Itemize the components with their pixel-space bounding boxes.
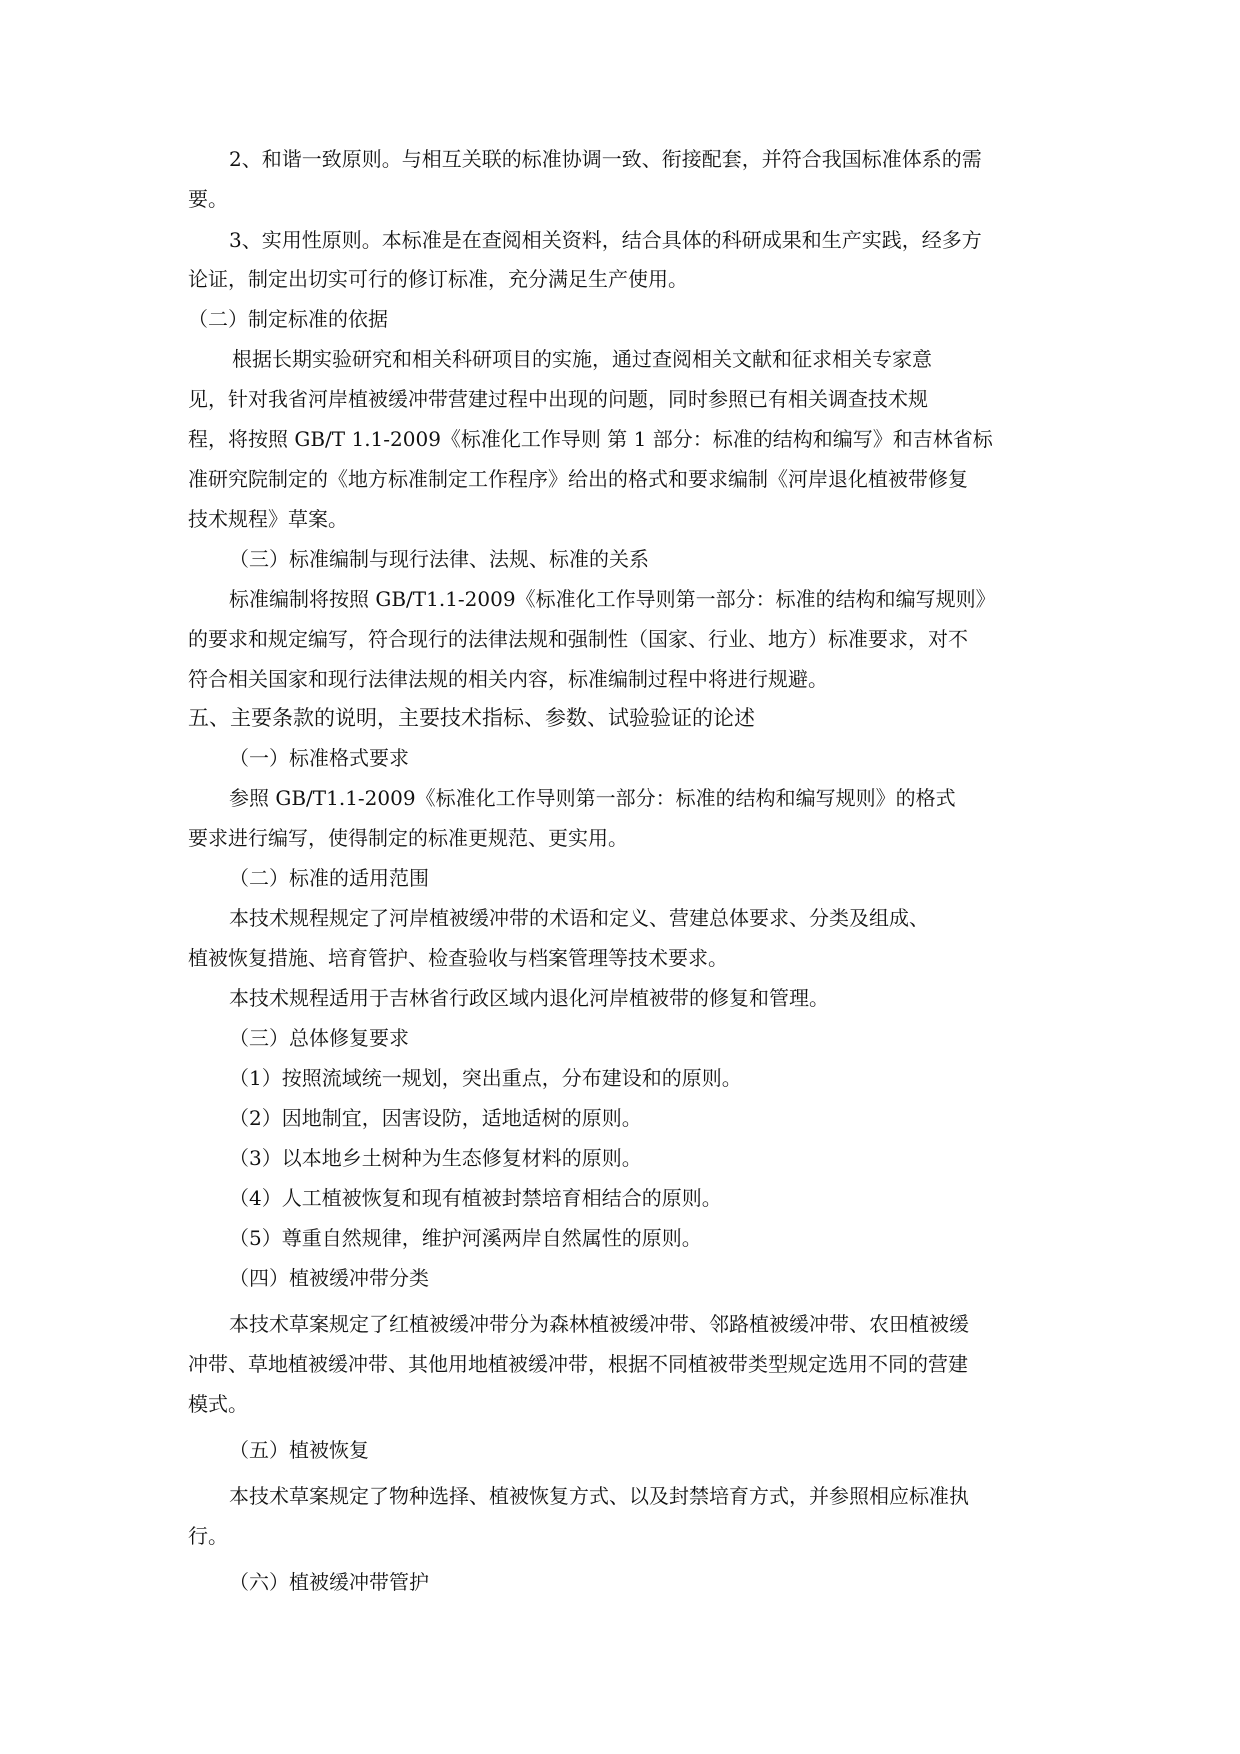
- chapter-heading: 五、主要条款的说明，主要技术指标、参数、试验验证的论述: [188, 706, 755, 730]
- paragraph-line: 2、和谐一致原则。与相互关联的标准协调一致、衔接配套，并符合我国标准体系的需: [229, 147, 982, 171]
- section-heading: （三）标准编制与现行法律、法规、标准的关系: [229, 547, 649, 571]
- section-heading: （二）标准的适用范围: [229, 866, 429, 890]
- paragraph-line: 准研究院制定的《地方标准制定工作程序》给出的格式和要求编制《河岸退化植被带修复: [188, 467, 968, 491]
- paragraph-line: 本技术草案规定了物种选择、植被恢复方式、以及封禁培育方式，并参照相应标准执: [229, 1484, 969, 1508]
- paragraph-line: 本技术规程适用于吉林省行政区域内退化河岸植被带的修复和管理。: [229, 986, 829, 1010]
- paragraph-line: 冲带、草地植被缓冲带、其他用地植被缓冲带，根据不同植被带类型规定选用不同的营建: [188, 1352, 968, 1376]
- paragraph-line: 3、实用性原则。本标准是在查阅相关资料，结合具体的科研成果和生产实践，经多方: [229, 228, 982, 252]
- paragraph-line: 要。: [188, 187, 228, 211]
- paragraph-line: 技术规程》草案。: [188, 507, 348, 531]
- list-item: （5）尊重自然规律，维护河溪两岸自然属性的原则。: [229, 1226, 702, 1250]
- paragraph-line: 见，针对我省河岸植被缓冲带营建过程中出现的问题，同时参照已有相关调查技术规: [188, 387, 928, 411]
- paragraph-line: 本技术规程规定了河岸植被缓冲带的术语和定义、营建总体要求、分类及组成、: [229, 906, 929, 930]
- section-heading: （五）植被恢复: [229, 1438, 369, 1462]
- list-item: （4）人工植被恢复和现有植被封禁培育相结合的原则。: [229, 1186, 722, 1210]
- paragraph-line: 根据长期实验研究和相关科研项目的实施，通过查阅相关文献和征求相关专家意: [232, 347, 932, 371]
- list-item: （1）按照流域统一规划，突出重点，分布建设和的原则。: [229, 1066, 742, 1090]
- paragraph-line: 模式。: [188, 1392, 248, 1416]
- paragraph-line: 的要求和规定编写，符合现行的法律法规和强制性（国家、行业、地方）标准要求，对不: [188, 627, 968, 651]
- paragraph-line: 本技术草案规定了红植被缓冲带分为森林植被缓冲带、邻路植被缓冲带、农田植被缓: [229, 1312, 969, 1336]
- paragraph-line: 参照 GB/T1.1-2009《标准化工作导则第一部分：标准的结构和编写规则》的格式: [229, 786, 956, 810]
- paragraph-line: 行。: [188, 1524, 228, 1548]
- paragraph-line: 标准编制将按照 GB/T1.1-2009《标准化工作导则第一部分：标准的结构和编写规则》: [229, 587, 996, 611]
- list-item: （2）因地制宜，因害设防，适地适树的原则。: [229, 1106, 642, 1130]
- paragraph-line: 符合相关国家和现行法律法规的相关内容，标准编制过程中将进行规避。: [188, 667, 828, 691]
- paragraph-line: 要求进行编写，使得制定的标准更规范、更实用。: [188, 826, 628, 850]
- list-item: （3）以本地乡土树种为生态修复材料的原则。: [229, 1146, 642, 1170]
- section-heading: （三）总体修复要求: [229, 1026, 409, 1050]
- paragraph-line: 论证，制定出切实可行的修订标准，充分满足生产使用。: [188, 267, 688, 291]
- paragraph-line: 程，将按照 GB/T 1.1-2009《标准化工作导则 第 1 部分：标准的结构和编写》和吉林省标: [188, 427, 993, 451]
- section-heading: （四）植被缓冲带分类: [229, 1266, 429, 1290]
- section-heading: （六）植被缓冲带管护: [229, 1570, 429, 1594]
- paragraph-line: 植被恢复措施、培育管护、检查验收与档案管理等技术要求。: [188, 946, 728, 970]
- section-heading: （一）标准格式要求: [229, 746, 409, 770]
- section-heading: （二）制定标准的依据: [188, 307, 388, 331]
